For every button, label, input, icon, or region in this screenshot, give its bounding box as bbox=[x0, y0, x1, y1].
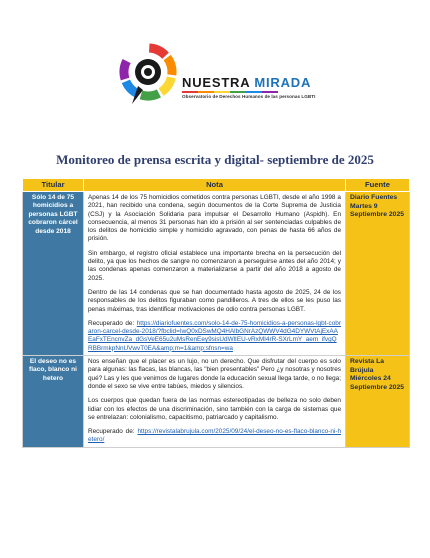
source-link[interactable]: https://diariofuentes.com/solo-14-de-75-homicidios-a-personas-lgbt-cobraron-carcel-desde-2018/?fbclid=IwQ0xDSwMQ4HAlbGNrAzQWWV4dG4DYWVtAjExAAEaFxTEncnvZa_dGsVeE65u2uMsRenEey9sisUdWlIEU-vRxMI4rR-SXrLmY_aem_ifvgQRBBrmkpNnUVwvT0EA&amp;m=1&amp;sfnsn=wa bbox=[88, 319, 341, 352]
source-reference bbox=[88, 320, 341, 353]
retrieved-label: Recuperado de: bbox=[88, 428, 138, 436]
press-monitoring-table bbox=[22, 178, 410, 448]
table-row bbox=[23, 192, 410, 356]
note-paragraph: Los cuerpos que quedan fuera de las normas estereotipadas de belleza no solo deben lidiar con los efectos de una discriminación, sino también con la carga de sistemas que se entrelazan: colonialismo, capacitismo, patriarcado y capitalismo. bbox=[88, 397, 341, 421]
underline-segment bbox=[182, 91, 198, 93]
eye-logo-icon bbox=[112, 36, 184, 108]
logo-arc-segment bbox=[124, 61, 127, 79]
logo-arc-segment bbox=[141, 93, 159, 96]
underline-segment bbox=[214, 91, 230, 93]
source-cell: Diario Fuentes Martes 9 Septiembre 2025 bbox=[346, 192, 410, 356]
note-paragraph: Apenas 14 de los 75 homicidios cometidos contra personas LGBTI, desde el año 1998 a 2021, han recibido una condena, según documentos de la Corte Suprema de Justicia (CSJ) y la Asociación Solidaria para impulsar el Desarrollo Humano (Aspidh). En consecuencia, al menos 31 personas han ido a prisión al ser sentenciadas culpables de los delitos de homicidio simple y homicidio agravado, con penas de hasta 66 años de prisión. bbox=[88, 194, 341, 243]
source-cell: Revista La Brújula Miércoles 24 Septiembre 2025 bbox=[346, 356, 410, 448]
logo-arc-segment bbox=[161, 77, 171, 92]
brand-word-2: MIRADA bbox=[254, 75, 312, 90]
note-cell bbox=[84, 356, 346, 448]
organization-logo bbox=[112, 36, 332, 116]
logo-arc-segment bbox=[167, 58, 172, 75]
brand-word-1: NUESTRA bbox=[182, 75, 250, 90]
header-fuente: Fuente bbox=[346, 179, 410, 192]
note-paragraph: Nos enseñan que el placer es un lujo, no un derecho. Que disfrutar del cuerpo es solo para algunas: las flacas, las blancas, las "bien presentables" Pero ¿y nosotras y nosotres qué? Las y les que venimos de lugares donde la educación sexual llega tarde, o no llega; donde el sexo se vive entre tabúes, miedos y silencios. bbox=[88, 358, 341, 390]
underline-segment bbox=[262, 91, 278, 93]
header-titular: Titular bbox=[23, 179, 84, 192]
headline-cell: El deseo no es flaco, blanco ni hetero bbox=[23, 356, 84, 448]
headline-cell: Sólo 14 de 75 homicidios a personas LGBT cobraron cárcel desde 2018 bbox=[23, 192, 84, 356]
report-title: Monitoreo de prensa escrita y digital- septiembre de 2025 bbox=[56, 152, 374, 167]
table-row bbox=[23, 356, 410, 448]
brand-underline bbox=[182, 91, 278, 93]
underline-segment bbox=[198, 91, 214, 93]
logo-arc-segment bbox=[149, 48, 165, 56]
note-paragraph: Dentro de las 14 condenas que se han documentado hasta agosto de 2025, 24 de los responsables de los delitos figuraban como pandilleros. A tres de ellos se les puso las penas máximas, tras identificar motivaciones de odio contra personas LGBT. bbox=[88, 288, 341, 313]
header-nota: Nota bbox=[84, 179, 346, 192]
retrieved-label: Recuperado de: bbox=[88, 319, 137, 327]
note-paragraph: Sin embargo, el registro oficial establece una importante brecha en la persecución del delito, ya que los hechos de sangre no comenzaron a perseguirse antes del año 2014; y las condenas apenas comenzaron a materializarse a partir del año 2018 a agosto de 2025. bbox=[88, 249, 341, 282]
source-reference bbox=[88, 428, 341, 445]
note-cell bbox=[84, 192, 346, 356]
brand-name bbox=[182, 76, 311, 90]
underline-segment bbox=[230, 91, 246, 93]
brand-subtitle: Observatorio de Derechos Humanos de las personas LGBTI bbox=[182, 94, 316, 99]
underline-segment bbox=[246, 91, 262, 93]
table-header-row bbox=[23, 179, 410, 192]
source-link[interactable]: https://revistalabrujula.com/2025/09/24/el-deseo-no-es-flaco-blanco-ni-hetero/ bbox=[88, 428, 341, 444]
logo-eye-center bbox=[144, 68, 152, 76]
